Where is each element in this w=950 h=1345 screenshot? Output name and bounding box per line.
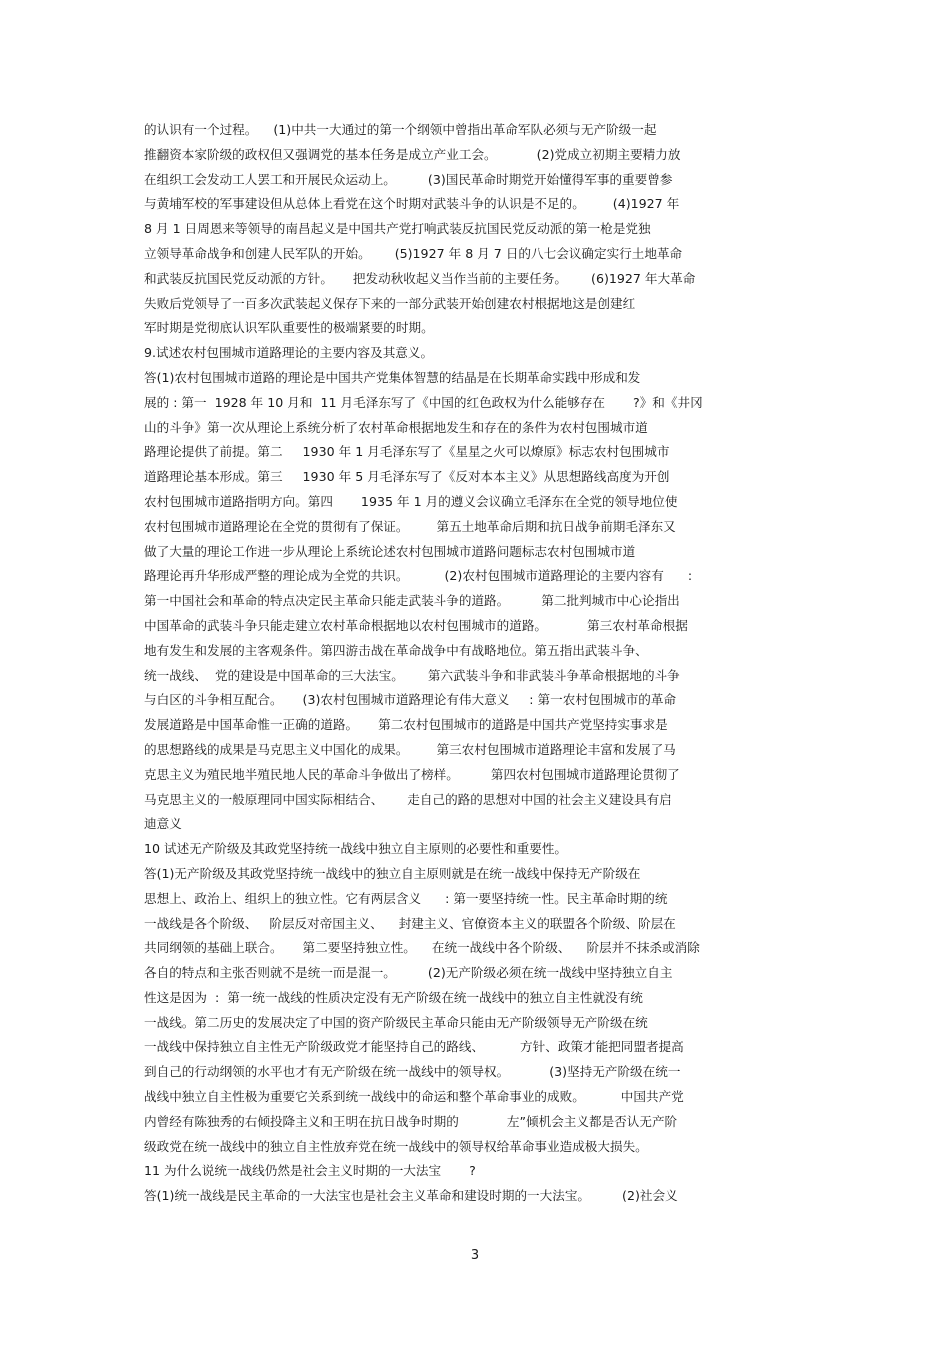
text-line: 迪意义	[144, 816, 182, 832]
text-line: 中国革命的武装斗争只能走建立农村革命根据地以农村包围城市的道路。 第三农村革命根据	[144, 617, 688, 633]
text-line: 展的 : 第一 1928 年 10 月和 11 月毛泽东写了《中国的红色政权为什么能够存在 ?》和《井冈	[144, 394, 703, 410]
text-line: 在组织工会发动工人罢工和开展民众运动上。 (3)国民革命时期党开始懂得军事的重要曾参	[144, 171, 673, 187]
text-line: 第一中国社会和革命的特点决定民主革命只能走武装斗争的道路。 第二批判城市中心论指出	[144, 593, 680, 609]
text-line: 路理论提供了前提。第二 1930 年 1 月毛泽东写了《星星之火可以燎原》标志农村包围城市	[144, 444, 670, 460]
text-line: 性这是因为 : 第一统一战线的性质决定没有无产阶级在统一战线中的独立自主性就没有统	[144, 989, 643, 1005]
text-line: 11 为什么说统一战线仍然是社会主义时期的一大法宝 ?	[144, 1163, 476, 1179]
text-line: 思想上、政治上、组织上的独立性。它有两层含义 : 第一要坚持统一性。民主革命时期的统	[144, 890, 668, 906]
text-line: 农村包围城市道路指明方向。第四 1935 年 1 月的遵义会议确立毛泽东在全党的领导地位使	[144, 493, 678, 509]
text-line: 到自己的行动纲领的水平也才有无产阶级在统一战线中的领导权。 (3)坚持无产阶级在统一	[144, 1064, 681, 1080]
text-line: 马克思主义的一般原理同中国实际相结合、 走自己的路的思想对中国的社会主义建设具有启	[144, 791, 672, 807]
text-line: 战线中独立自主性极为重要它关系到统一战线中的命运和整个革命事业的成败。 中国共产党	[144, 1089, 684, 1105]
text-line: 发展道路是中国革命惟一正确的道路。 第二农村包围城市的道路是中国共产党坚持实事求是	[144, 717, 668, 733]
text-line: 10 试述无产阶级及其政党坚持统一战线中独立自主原则的必要性和重要性。	[144, 841, 568, 857]
text-line: 答(1)统一战线是民主革命的一大法宝也是社会主义革命和建设时期的一大法宝。 (2)社会义	[144, 1188, 678, 1204]
text-line: 立领导革命战争和创建人民军队的开始。 (5)1927 年 8 月 7 日的八七会议确定实行土地革命	[144, 245, 683, 261]
text-line: 克思主义为殖民地半殖民地人民的革命斗争做出了榜样。 第四农村包围城市道路理论贯彻了	[144, 766, 680, 782]
text-line: 路理论再升华形成严整的理论成为全党的共识。 (2)农村包围城市道路理论的主要内容有 :	[144, 568, 693, 584]
page-number: 3	[470, 1248, 480, 1263]
text-line: 推翻资本家阶级的政权但又强调党的基本任务是成立产业工会。 (2)党成立初期主要精力放	[144, 146, 681, 162]
text-line: 做了大量的理论工作进一步从理论上系统论述农村包围城市道路问题标志农村包围城市道	[144, 543, 636, 559]
text-line: 答(1)无产阶级及其政党坚持统一战线中的独立自主原则就是在统一战线中保持无产阶级在	[144, 865, 641, 881]
text-line: 和武装反抗国民党反动派的方针。 把发动秋收起义当作当前的主要任务。 (6)1927 年大革命	[144, 270, 696, 286]
text-line: 各自的特点和主张否则就不是统一而是混一。 (2)无产阶级必须在统一战线中坚持独立自主	[144, 965, 673, 981]
text-line: 的思想路线的成果是马克思主义中国化的成果。 第三农村包围城市道路理论丰富和发展了马	[144, 741, 676, 757]
text-line: 的认识有一个过程。 (1)中共一大通过的第一个纲领中曾指出革命军队必须与无产阶级一起	[144, 122, 657, 137]
text-line: 9.试述农村包围城市道路理论的主要内容及其意义。	[144, 345, 434, 361]
text-line: 内曾经有陈独秀的右倾投降主义和王明在抗日战争时期的 左”倾机会主义都是否认无产阶	[144, 1113, 678, 1129]
text-line: 军时期是党彻底认识军队重要性的极端紧要的时期。	[144, 320, 434, 336]
text-line: 地有发生和发展的主客观条件。第四游击战在革命战争中有战略地位。第五指出武装斗争、	[144, 642, 648, 658]
text-line: 共同纲领的基础上联合。 第二要坚持独立性。 在统一战线中各个阶级、 阶层并不抹杀或消除	[144, 940, 700, 956]
text-line: 统一战线、 党的建设是中国革命的三大法宝。 第六武装斗争和非武装斗争革命根据地的斗争	[144, 667, 680, 683]
text-line: 8 月 1 日周恩来等领导的南昌起义是中国共产党打响武装反抗国民党反动派的第一枪是党独	[144, 221, 651, 237]
text-line: 道路理论基本形成。第三 1930 年 5 月毛泽东写了《反对本本主义》从思想路线高度为开创	[144, 469, 670, 485]
text-line: 一战线。第二历史的发展决定了中国的资产阶级民主革命只能由无产阶级领导无产阶级在统	[144, 1014, 648, 1030]
text-line: 与白区的斗争相互配合。 (3)农村包围城市道路理论有伟大意义 : 第一农村包围城市的革命	[144, 692, 677, 708]
text-line: 一战线中保持独立自主性无产阶级政党才能坚持自己的路线、 方针、政策才能把同盟者提高	[144, 1039, 684, 1055]
text-line: 级政党在统一战线中的独立自主性放弃党在统一战线中的领导权给革命事业造成极大损失。	[144, 1138, 648, 1154]
document-body	[144, 118, 814, 1209]
text-line: 农村包围城市道路理论在全党的贯彻有了保证。 第五土地革命后期和抗日战争前期毛泽东又	[144, 518, 676, 534]
text-line: 与黄埔军校的军事建设但从总体上看党在这个时期对武装斗争的认识是不足的。 (4)1927 年	[144, 196, 680, 212]
text-line: 失败后党领导了一百多次武装起义保存下来的一部分武装开始创建农村根据地这是创建红	[144, 295, 636, 311]
text-line: 一战线是各个阶级、 阶层反对帝国主义、 封建主义、官僚资本主义的联盟各个阶级、阶层在	[144, 915, 676, 931]
text-line: 山的斗争》第一次从理论上系统分析了农村革命根据地发生和存在的条件为农村包围城市道	[144, 419, 648, 435]
text-line: 答(1)农村包围城市道路的理论是中国共产党集体智慧的结晶是在长期革命实践中形成和发	[144, 369, 641, 385]
